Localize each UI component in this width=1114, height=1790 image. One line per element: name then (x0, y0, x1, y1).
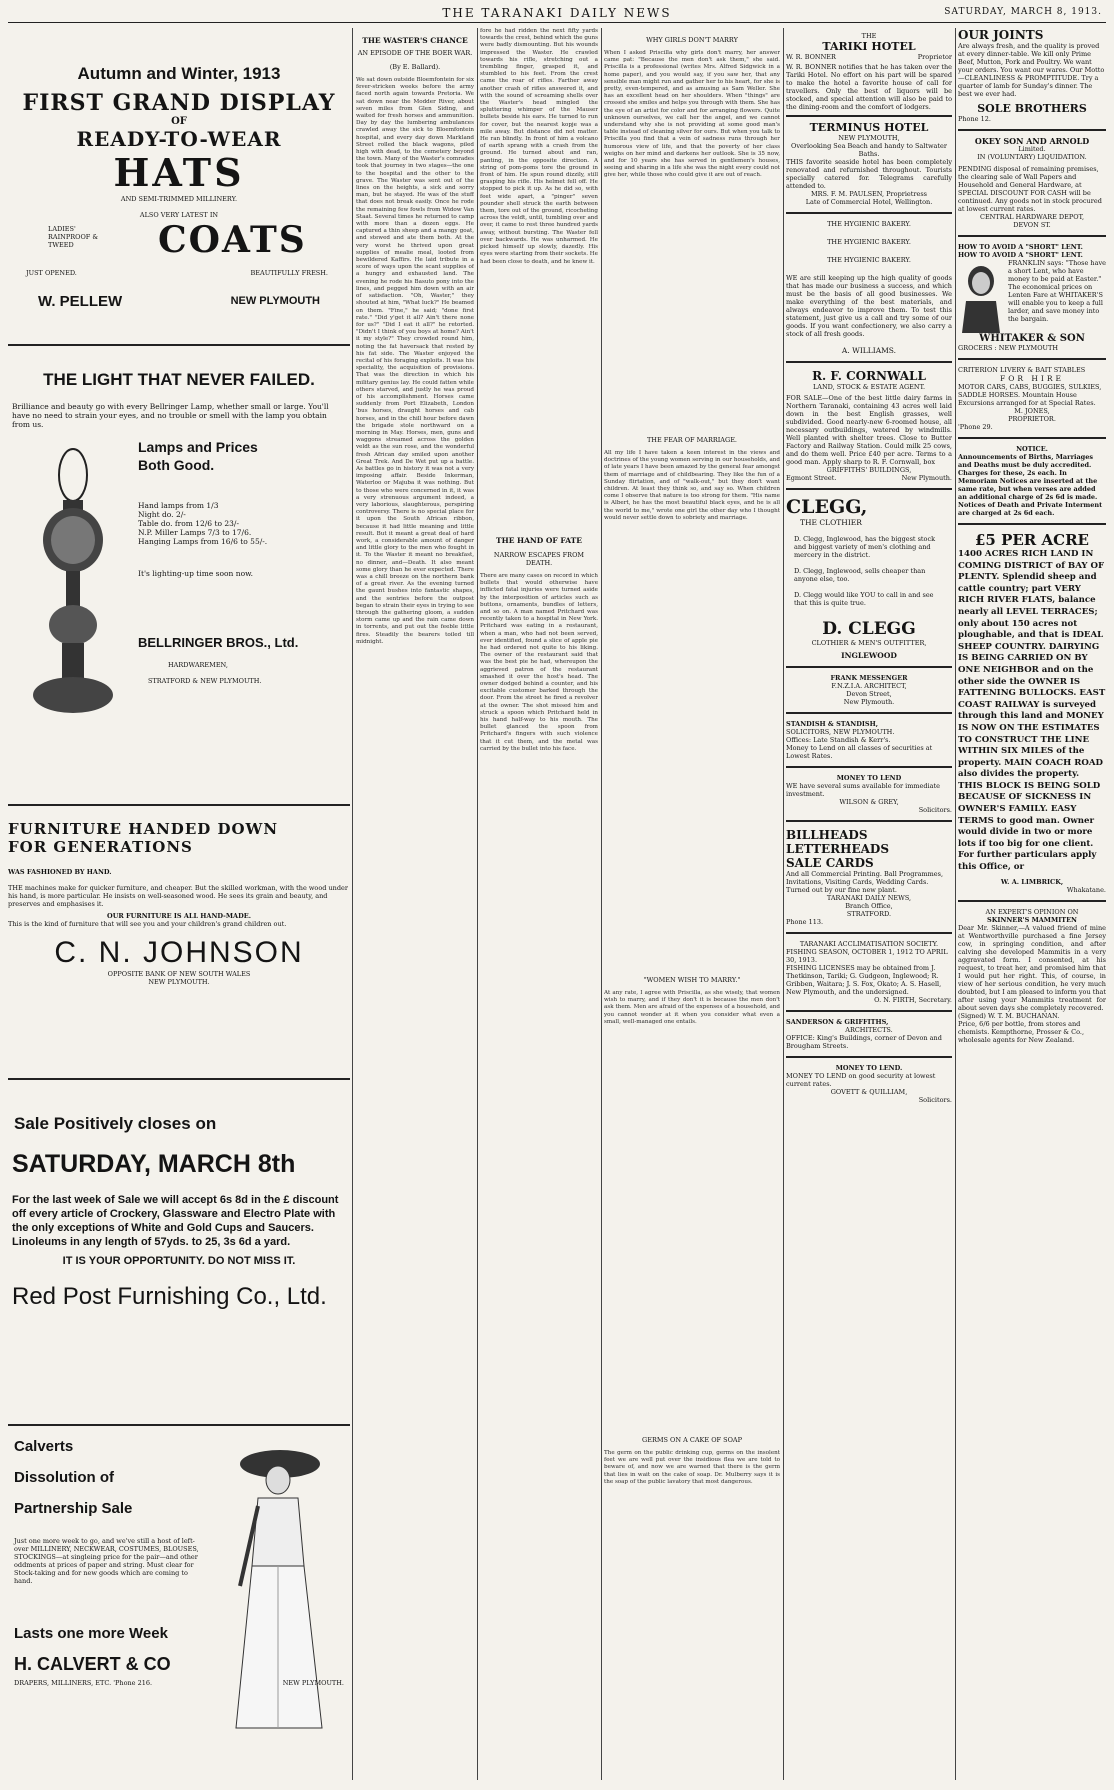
limbrick-name: W. A. LIMBRICK, (1000, 877, 1064, 886)
govett-firm: GOVETT & QUILLIAM, (830, 1088, 908, 1096)
messenger-town: New Plymouth. (843, 698, 895, 706)
lamps-note: It's lighting-up time soon now. (138, 569, 253, 578)
clegg-name-2: D. CLEGG (822, 619, 916, 639)
newspaper-title: THE TARANAKI DAILY NEWS (442, 6, 672, 20)
hats-advertisement (8, 28, 350, 340)
sale-opportunity: IT IS YOUR OPPORTUNITY. DO NOT MISS IT. (62, 1255, 296, 1267)
terminus-town: NEW PLYMOUTH, (838, 134, 900, 142)
hand-of-fate-body: There are many cases on record in which bullets that would otherwise have inflicted fatal injuries were turned aside by the interposition of articles such as buttons, ornaments, bundles of letters, and so on. A man named Pritchard was recently taken to a hospital in New York. Pritchard was eating in a restaurant, when a man, who had not been served, ever identified, found a slice of apple pie he had ordered not quite to his liking. The owner of the restaurant said that was the best pie he had, whereupon the aggrieved patron of the restaurant smashed it over the host's head. The owner dodged behind a counter, and his excitable customer barked through the door. From the street he fired a revolver at the owner. The shot missed him and struck a spoon which Pritchard held in his hand half-way to his mouth. The bullet glanced the spoon from Pritchard's fingers with such violence that it cut them, and the metal was carried by the bullet into his face. (480, 573, 598, 752)
terminus-owner: MRS. F. M. PAULSEN, Proprietress (810, 190, 927, 198)
govett-role: Solicitors. (918, 1096, 952, 1104)
messenger-name: FRANK MESSENGER (830, 674, 908, 682)
lamps-headline: THE LIGHT THAT NEVER FAILED. (43, 370, 315, 389)
lamps-title-1: Lamps and Prices (138, 439, 258, 455)
standish-offices: Offices: Late Standish & Kerr's. (786, 736, 891, 744)
acclim-secretary: O. N. FIRTH, Secretary. (874, 996, 952, 1004)
joints-body: Are always fresh, and the quality is proved at every dinner-table. We kill only Prime Beef, Mutton, Pork and Poultry. We want your orders. You want our wares. Our Motto—CLEANLINESS & PROMPTITUDE. Try a quarter of lamb for Sunday's dinner. The best we ever had. (958, 42, 1105, 98)
tariki-name: TARIKI HOTEL (822, 40, 916, 53)
okey-depot: CENTRAL HARDWARE DEPOT, (979, 213, 1085, 221)
govett-body: MONEY TO LEND on good security at lowest current rates. (786, 1072, 936, 1088)
tariki-owner: W. R. BONNER (786, 53, 836, 61)
whitaker-role: GROCERS : NEW PLYMOUTH (958, 344, 1059, 352)
column-divider (955, 28, 956, 1780)
printing-office: Branch Office, (845, 902, 893, 910)
printing-ad (786, 828, 952, 926)
sanderson-name: SANDERSON & GRIFFITHS, (786, 1018, 889, 1026)
clegg-ad (786, 496, 952, 660)
lamps-price-list (138, 501, 267, 546)
acclim-body: FISHING LICENSES may be obtained from J. Thetkinson, Tariki; G. Gudgeon, Inglewood; R. Gribben, Waitara; J. S. Fox, Okato; A. S. Hasell, New Plymouth, and the undersigned. (786, 964, 942, 996)
wilson-grey-role: Solicitors. (918, 806, 952, 814)
pellew-town: NEW PLYMOUTH (230, 295, 320, 307)
hats-beautifully-fresh: BEAUTIFULLY FRESH. (250, 269, 328, 277)
clegg-line-3: D. Clegg would like YOU to call in and see that this is quite true. (794, 591, 934, 607)
lamps-title-2: Both Good. (138, 457, 215, 473)
soap-germs-body: The germ on the public drinking cup, germs on the insolent feet we are well put over the insidious flea we are told to beware of, and now we are warned that there is the germ that lies in wait on the cake of soap. Dr. Mulberry says it is the soap of the public lavatory that most dangerous. (604, 1450, 780, 1485)
calvert-line-2: Dissolution of (14, 1469, 114, 1486)
hand-of-fate-title: THE HAND OF FATE (496, 536, 582, 545)
fear-of-marriage-heading: THE FEAR OF MARRIAGE. (646, 436, 738, 444)
column-classified-ads (786, 28, 952, 1780)
printing-phone: Phone 113. (786, 918, 824, 926)
calvert-last-week: Lasts one more Week (14, 1625, 168, 1642)
bellringer-towns: STRATFORD & NEW PLYMOUTH. (148, 677, 262, 685)
printing-sale-cards: SALE CARDS (786, 856, 874, 870)
furniture-body-2: This is the kind of furniture that will see you and your children's grand children out. (8, 920, 287, 928)
jones-name: M. JONES, (1014, 407, 1050, 415)
lamps-price-table: Table do. from 12/6 to 23/- (138, 519, 239, 528)
girls-article-body-2: All my life I have taken a keen interest in the views and doctrines of the young women serving in our households, and of late years I have been amazed by the general fear amongst them of marriage and of childbearing. They like the fun of a Sunday flirtation, and of "walk-out," but they don't want children. At least they think so, and say so. When children come I observe that nature is too strong for them. "His name is Albert, he has the most beautiful black eyes, and he is all the world to me," wrote one girl the other day who I thought would never settle down to sobriety and marriage. (604, 450, 780, 521)
furniture-advertisement (8, 814, 350, 1014)
calvert-footer-town: NEW PLYMOUTH. (282, 1679, 344, 1687)
jones-for-hire: FOR HIRE (999, 374, 1064, 383)
soap-germs-heading: GERMS ON A CAKE OF SOAP (642, 1436, 742, 1444)
clegg-town: INGLEWOOD (841, 651, 897, 660)
whitaker-headline-2: HOW TO AVOID A "SHORT" LENT. (958, 251, 1083, 259)
sole-brothers-name: SOLE BROTHERS (977, 102, 1087, 115)
sanderson-ad (786, 1018, 952, 1050)
govett-ad (786, 1064, 952, 1104)
standish-ad (786, 720, 952, 760)
messenger-ad (786, 674, 952, 706)
clegg-name: CLEGG, (786, 496, 868, 518)
whitaker-headline-1: HOW TO AVOID A "SHORT" LENT. (958, 243, 1083, 251)
furniture-body: THE machines make for quicker furniture, and cheaper. But the skilled workman, with the wood under his hand, is more particular. He insists on well-seasoned wood. He sees its grain and beauty, and preserves and emphasises it. (8, 884, 348, 908)
whitaker-firm: WHITAKER & SON (979, 333, 1085, 344)
money-to-lend-body: WE have several sums available for immediate investment. (786, 782, 940, 798)
notice-body: Announcements of Births, Marriages and Deaths must be duly accredited. Charges for these, 2s each. In Memoriam Notices are inserted at the same rate, but when verses are added an additional charge of 2s 6d is made. Notices of Death and Private Interment are charged at 2s 6d each. (958, 453, 1103, 517)
girls-article-body-1: When I asked Priscilla why girls don't marry, her answer came pat: "Because the men don't ask them," she said. Priscilla is a professional (writes Mrs. Alfred Sidgwick in a home paper), and you would say, if you saw her, that any sensible man might run and gather her to his heart, for she is pretty, even-tempered, and as amusing as Sam Weller. She has an excellent head on her shoulders. When "things" are crossed she smiles and helps you through with them. She has the eye of an artist for color and for arranging flowers. Quite unknown ourselves, we call her the angel, and we cannot understand why she is not providing at some good man's table instead of cleaning silver for ours. But when you talk to Priscilla you find that a vein of sadness runs through her humorous view of life, and that the poverty of her class weighs on her mind and darkens her outlook. She is 35 now, and for 10 years she has served in gentlemen's houses, seeing and sharing in a life she was the night every could not give her, while those who could give it are out of reach. (604, 50, 780, 179)
messenger-address: Devon Street, (846, 690, 892, 698)
calvert-advertisement (8, 1432, 350, 1780)
clegg-line-1: D. Clegg, Inglewood, has the biggest stock and biggest variety of men's clothing and mercery in the district. (794, 535, 936, 559)
limbrick-land-ad (958, 531, 1106, 894)
coats-types (48, 225, 98, 249)
column-story-wasters-chance (356, 28, 474, 1780)
column-divider (477, 28, 478, 1780)
okey-son-arnold-ad (958, 137, 1106, 229)
tariki-the: THE (861, 32, 877, 40)
furniture-headline-1: FURNITURE HANDED DOWN (8, 820, 279, 838)
furniture-hand-made: OUR FURNITURE IS ALL HAND-MADE. (107, 912, 251, 920)
lamp-illustration (18, 445, 128, 725)
printing-letterheads: LETTERHEADS (786, 842, 890, 856)
johnson-name: C. N. JOHNSON (54, 936, 304, 969)
jones-stable: CRITERION LIVERY & BAIT STABLES (958, 366, 1086, 374)
furniture-sub: WAS FASHIONED BY HAND. (8, 868, 112, 876)
terminus-sub: Overlooking Sea Beach and handy to Saltwater Baths. (791, 142, 947, 158)
women-wish-heading: "WOMEN WISH TO MARRY." (643, 976, 741, 984)
hand-of-fate-subtitle: NARROW ESCAPES FROM DEATH. (493, 551, 585, 567)
sanderson-office: OFFICE: King's Buildings, corner of Devon and Brougham Streets. (786, 1034, 942, 1050)
bakery-line-3: THE HYGIENIC BAKERY. (827, 256, 911, 264)
coats-word: COATS (158, 219, 307, 261)
story-byline: (By E. Ballard). (389, 63, 441, 71)
money-to-lend-title: MONEY TO LEND (836, 774, 902, 782)
standish-money: Money to Lend on all classes of securities at Lowest Rates. (786, 744, 933, 760)
tariki-role: Proprietor (917, 53, 952, 61)
sole-brothers-ad (958, 28, 1106, 123)
whitaker-quote: FRANKLIN says: "Those have a short Lent, who have money to be paid at Easter." The economical prices on Lenten Fare at WHITAKER'S will enable you to keep a full larder, and save money into the bargain. (1008, 259, 1106, 323)
column-why-girls-dont-marry (604, 28, 780, 1780)
skinner-price: Price, 6/6 per bottle, from stores and chemists. Kempthorne, Prosser & Co., wholesale agents for New Zealand. (958, 1019, 1085, 1044)
story-subtitle: AN EPISODE OF THE BOER WAR. (357, 49, 473, 57)
lamps-intro: Brilliance and beauty go with every Bellringer Lamp, whether small or large. You'll have no need to strain your eyes, and no trouble or smell with the lamp you obtain from us. (12, 402, 329, 429)
clegg-sub: THE CLOTHIER (800, 518, 862, 527)
cornwall-address: GRIFFITHS' BUILDINGS, (826, 466, 912, 474)
lamps-price-night: Night do. 2/- (138, 510, 186, 519)
notice-title: NOTICE. (1016, 445, 1048, 453)
bellringer-firm: BELLRINGER BROS., Ltd. (138, 635, 299, 650)
hats-season: Autumn and Winter, 1913 (77, 64, 281, 83)
printing-body: And all Commercial Printing. Ball Programmes, Invitations, Visiting Cards, Wedding Cards. Turned out by our fine new plant. (786, 870, 944, 894)
calvert-line-3: Partnership Sale (14, 1500, 133, 1517)
cornwall-role: LAND, STOCK & ESTATE AGENT. (812, 383, 926, 391)
red-post-firm: Red Post Furnishing Co., Ltd. (12, 1283, 327, 1310)
franklin-portrait (958, 263, 1004, 333)
govett-title: MONEY TO LEND. (835, 1064, 903, 1072)
cornwall-ad (786, 369, 952, 482)
page-header (0, 0, 1114, 24)
hats-display-title: FIRST GRAND DISPLAY (22, 90, 336, 116)
lamps-price-hanging: Hanging Lamps from 16/6 to 55/-. (138, 537, 268, 546)
notice-ad (958, 445, 1106, 517)
column-classified-ads-right (958, 28, 1106, 1780)
girls-article-title: WHY GIRLS DON'T MARRY (646, 36, 738, 44)
column-divider (783, 28, 784, 1780)
sanderson-role: ARCHITECTS. (845, 1026, 893, 1034)
header-rule (8, 22, 1106, 23)
issue-date: SATURDAY, MARCH 8, 1913. (944, 7, 1102, 17)
terminus-name: TERMINUS HOTEL (809, 121, 929, 134)
calvert-footer-trade: DRAPERS, MILLINERS, ETC. 'Phone 216. (14, 1679, 153, 1687)
pellew-name: W. PELLEW (38, 293, 123, 310)
hygienic-bakery-ad (786, 220, 952, 355)
acre-body: 1400 ACRES RICH LAND IN COMING DISTRICT of BAY OF PLENTY. Splendid sheep and cattle country; part VERY RICH RIVER FLATS, balance nearly all LEVEL TERRACES; only about 150 acres not ploughable, and that is IDEAL SHEEP COUNTRY. DAIRYING IS BEING CARRIED ON BY ONE NEIGHBOR and on the other side the OWNER IS FATTENING BULLOCKS. EAST COAST RAILWAY is surveyed through this land and MONEY IS NOW ON THE ESTIMATES TO CONSTRUCT THE LINE WITHIN SIX MILES of the property. MAIN COACH ROAD also divides the property. THIS BLOCK IS BEING SOLD BECAUSE OF SICKNESS IN OWNER'S FAMILY. EASY TERMS to good man. Owner would divide in two or more lots if too big for one client. For further particulars apply this Office, or (958, 549, 1106, 873)
okey-name: OKEY SON AND ARNOLD (974, 136, 1090, 146)
skinner-firm: SKINNER'S MAMMITEN (987, 915, 1077, 924)
ad-divider (8, 804, 350, 806)
sale-line-1: Sale Positively closes on (14, 1114, 217, 1133)
okey-liquidation: IN (VOLUNTARY) LIQUIDATION. (977, 153, 1087, 161)
lamps-price-miller: N.P. Miller Lamps 7/3 to 17/6. (138, 528, 252, 537)
girls-article-body-3: At any rate, I agree with Priscilla, as she wisely, that women wish to marry, and if they don't it is because the men don't ask them. Men are afraid of the expenses of a household, and you cannot wonder at it when you consider what even a small, well-managed one entails. (604, 990, 780, 1025)
skinner-body: Dear Mr. Skinner,—A valued friend of mine at Wentworthville purchased a fine Jersey cow, in springing condition, and after calving she developed Mammitis in a very aggravated form. I consented, at his request, to treat her, and promised him that I would put her right. This, of course, in view of her serious condition, he very much doubted, but I am pleased to inform you that after using your Mammitis treatment for about seven days she completely recovered. (958, 923, 1106, 1012)
tariki-body: W. R. BONNER notifies that he has taken over the Tariki Hotel. No effort on his part will be spared to make the hotel a favorite house of call for travellers. Only the best of liquors will be stocked, and special attention will also be paid to the dining-room and the comfort of lodgers. (786, 63, 952, 111)
standish-name: STANDISH & STANDISH, (786, 720, 879, 728)
johnson-address-1: OPPOSITE BANK OF NEW SOUTH WALES (107, 970, 251, 978)
messenger-role: F.N.Z.I.A. ARCHITECT, (831, 682, 907, 690)
skinner-signature: (Signed) W. T. M. BUCHANAN. (958, 1011, 1060, 1020)
ad-divider (8, 1078, 350, 1080)
clegg-line-2: D. Clegg, Inglewood, sells cheaper than anyone else, too. (794, 567, 926, 583)
johnson-address-2: NEW PLYMOUTH. (148, 978, 210, 986)
sale-date: SATURDAY, MARCH 8th (12, 1150, 296, 1178)
ad-divider (8, 344, 350, 346)
bellringer-trade: HARDWAREMEN, (168, 661, 228, 669)
printing-billheads: BILLHEADS (786, 828, 868, 842)
story-body: We sat down outside Bloemfontein for six fever-stricken weeks before the army faced north again towards Pretoria. We sat down near the Modder River, about seven miles from Glen Siding, and waited for fresh horses and ammunition. Day by day the lumbering ambulances crawled away the sick to Bloemfontein hospital, and every day down Markland Street rolled the black wagons, piled high with dead, to the cemetery beyond the town. Many of the Waster's comrades took that journey in two stages—the one to the hospital and the other to the grave. The Waster was sent out of the lines on the heights, a sick and sorry man, but he stayed. He was of the stuff that does not break easily. Once he rode the remaining few fowls from Widow Van Staat. Several times he returned to camp with more than a dozen eggs. He captured a thin sheep and a mangy goat, and stewed and ate them both. At the very worst he thrived upon great supplies of mealie meal, looted from bewildered Kaffirs. He laid tribute in a score of ways upon the scant supplies of a hungry and exhausted land. The evening he rode his Basuto pony into the lines, and pegged him down with an air of satisfaction. "Oh, Waster," they shouted at him, "What luck?" He beamed on them. "Fine," he said; "done first rate." "Did y'get it all? Ain't there none for us?" "Did I eat it all?" he retorted. "Didn't I think of you boys at home? Ain't it my style?" They crowded round him, noting the fat haversack that rested by his fat side. The Waster enjoyed the recital of his foraging exploits. It was his speciality, the acquisition of provisions. That was the direction in which his military genius lay. He could fatten while others starved, and justly he was proud of his accomplishment. Horses came suddenly from Port Elizabeth, London 'bus horses, draught horses and cab horses, and in the chill hour before dawn the brigade stole northward on a morning in May. Horses, men, guns and waggons streamed across the golden veldt as the sun rose, and the wonderful fresh African day smiled upon another Great Trek. And De Wet put up a battle. As battles go in history it was not a very imposing affair. Beside Inkerman, Waterloo or Majuba it was nothing. But to those who were concerned in it, it was a very strenuous argument indeed, a very laborious, slaughterous, perspiring controversy. There is no special place for it upon the South African ribbon, because it had little meaning and little result. But it meant a great deal of hard work, a considerable amount of danger and little glory to the men who fought in it. To the Waster it meant no breakfast, no dinner, and—Death. It also meant some glory than he ever expected. There was a chill breeze on the northern bank of a great river. As the evening turned the gaunt bushes into fantastic shapes, and the sentries before the outpost began to strain their eyes in trying to see through the gathering gloom, a sudden storm came up and the rain came down in torrents, and put out the feeble little fires. Steadily the bearers toiled till midnight. (356, 77, 474, 645)
hats-semi-trimmed: AND SEMI-TRIMMED MILLINERY. (120, 195, 238, 203)
lamps-advertisement (8, 352, 350, 792)
column-advertisements-left (8, 28, 350, 1780)
jones-role: PROPRIETOR. (1008, 415, 1056, 423)
lamps-price-hand: Hand lamps from 1/3 (138, 501, 219, 510)
hats-also-latest: ALSO VERY LATEST IN (139, 211, 219, 219)
acre-headline: £5 PER ACRE (975, 531, 1089, 549)
printing-firm: TARANAKI DAILY NEWS, (826, 894, 912, 902)
tariki-hotel-ad (786, 32, 952, 111)
acclimatisation-ad (786, 940, 952, 1004)
skinner-title: AN EXPERT'S OPINION ON (985, 907, 1079, 916)
calvert-firm: H. CALVERT & CO (14, 1654, 171, 1674)
hats-word: HATS (113, 150, 245, 195)
terminus-late: Late of Commercial Hotel, Wellington. (805, 198, 933, 206)
cornwall-street: Egmont Street. (786, 474, 837, 482)
wilson-grey-firm: WILSON & GREY, (839, 798, 899, 806)
cornwall-body: FOR SALE—One of the best little dairy farms in Northern Taranaki, containing 43 acres well laid down in the best English grasses, well subdivided. Good nearly-new 6-roomed house, all necessary outbuildings, watered by windmills. Well planted with shelter trees. Close to Butter Factory and Railway Station. Could milk 25 cows, and do them well. Price £40 per acre. Terms to a good man. Apply sharp to R. F. Cornwall, box (786, 394, 952, 466)
sale-advertisement (8, 1088, 350, 1408)
calvert-line-1: Calverts (14, 1438, 74, 1455)
whitaker-ad (958, 243, 1106, 352)
column-story-continued (480, 28, 598, 1780)
wilson-grey-ad (786, 774, 952, 814)
hats-ready-to-wear: READY-TO-WEAR (76, 127, 282, 151)
bakery-owner: A. WILLIAMS. (841, 346, 897, 355)
criterion-stables-ad (958, 366, 1106, 431)
jones-body: MOTOR CARS, CABS, BUGGIES, SULKIES, SADDLE HORSES. Mountain House Excursions arranged for at Special Rates. (958, 383, 1102, 407)
column-divider (352, 28, 353, 1780)
joints-title: OUR JOINTS (958, 28, 1044, 42)
lady-illustration (218, 1436, 338, 1736)
furniture-headline-2: FOR GENERATIONS (8, 838, 193, 856)
standish-role: SOLICITORS, NEW PLYMOUTH. (786, 728, 895, 736)
jones-phone: 'Phone 29. (958, 423, 993, 431)
cornwall-name: R. F. CORNWALL (812, 369, 926, 383)
acclim-title: TARANAKI ACCLIMATISATION SOCIETY. (799, 940, 939, 948)
coats-type-ladies: LADIES' (48, 225, 76, 233)
story-continued-body: fore he had ridden the next fifty yards towards the crest, behind which the guns were badly dismounting. But his wounds impressed the Waster. He crawled towards his rifle, stretching out a trembling finger, grasped it, and stumbled to his feet. From the crest came the roar of rifles. Farther away another crash of rifles answered it, and with the sound of screaming shells over the Waster's head mingled the spluttering whimper of the Mauser bullets beside his ears. He turned to run for cover, but the nearest kopje was a mile away. But distance did not matter. He ran blindly. In front of him a volcano of earth sprang with a crash from the ground. He turned about and ran, panting, in the opposite direction. A string of pom-poms tore the ground in front of him. He spun round dizzily, still grasping his rifle. His helmet fell off. He stopped to pick it up. As he did so, with feet wide apart, a "pinger" seven pounder shell struck the earth between them, tore out of the ground, ricocheting across the veldt, until, tumbling over and over, it came to rest three hundred yards away, without bursting. The Waster fell over backwards. He was unharmed. He picked himself up slowly, dazedly. His eyes were starting from their sockets. He had been close to death, and he knew it. (480, 28, 598, 265)
okey-body: PENDING disposal of remaining premises, the clearing sale of Wall Papers and Household and General Hardware, at SPECIAL DISCOUNT FOR CASH will be continued. Any goods not in stock procured at lowest current rates. (958, 165, 1102, 213)
coats-type-rainproof: RAINPROOF & (48, 233, 99, 241)
clegg-role: CLOTHIER & MEN'S OUTFITTER, (811, 639, 927, 647)
bakery-line-2: THE HYGIENIC BAKERY. (827, 238, 911, 246)
acclim-season: FISHING SEASON, OCTOBER 1, 1912 TO APRIL 30, 1913. (786, 948, 948, 964)
calvert-body: Just one more week to go, and we've still a host of left-over MILLINERY, NECKWEAR, COSTUMES, BLOUSES, STOCKINGS—at singleing price for the pair—and other oddments at prices of paper and string. Must clear for Stock-taking and for new goods which are coming to hand. (14, 1537, 199, 1585)
limbrick-town: Whakatane. (1066, 885, 1106, 894)
terminus-hotel-ad (786, 121, 952, 206)
terminus-body: THIS favorite seaside hotel has been completely renovated and refurnished throughout. Tourists specially catered for. Telegrams carefully attended to. (786, 158, 952, 190)
printing-town: STRATFORD. (846, 910, 892, 918)
okey-street: DEVON ST. (1013, 221, 1051, 229)
coats-type-tweed: TWEED (48, 241, 74, 249)
column-divider (601, 28, 602, 1780)
story-title: THE WASTER'S CHANCE (362, 36, 468, 45)
sole-brothers-phone: Phone 12. (958, 115, 991, 123)
cornwall-town: New Plymouth. (901, 474, 952, 482)
hats-just-opened: JUST OPENED. (26, 269, 77, 277)
skinner-mammiten-ad (958, 908, 1106, 1044)
sale-body: For the last week of Sale we will accept 6s 8d in the £ discount off every article of Crockery, Glassware and Electro Plate with the only exceptions of White and Gold Cups and Saucers. Linoleums in any length of 57yds. to 25, 3s 6d a yard. (12, 1194, 339, 1248)
ad-divider (8, 1424, 350, 1426)
okey-limited: Limited. (1018, 145, 1046, 153)
bakery-line-1: THE HYGIENIC BAKERY. (827, 220, 911, 228)
hats-of: OF (171, 116, 187, 127)
bakery-body: WE are still keeping up the high quality of goods that has made our business a success, and which must be the basis of all good businesses. We make everything of the best materials, and always endeavor to improve them. To test this statement, just give us a call and try some of our goods. If you want confectionery, we also carry a stock of all fresh goods. (786, 274, 952, 338)
